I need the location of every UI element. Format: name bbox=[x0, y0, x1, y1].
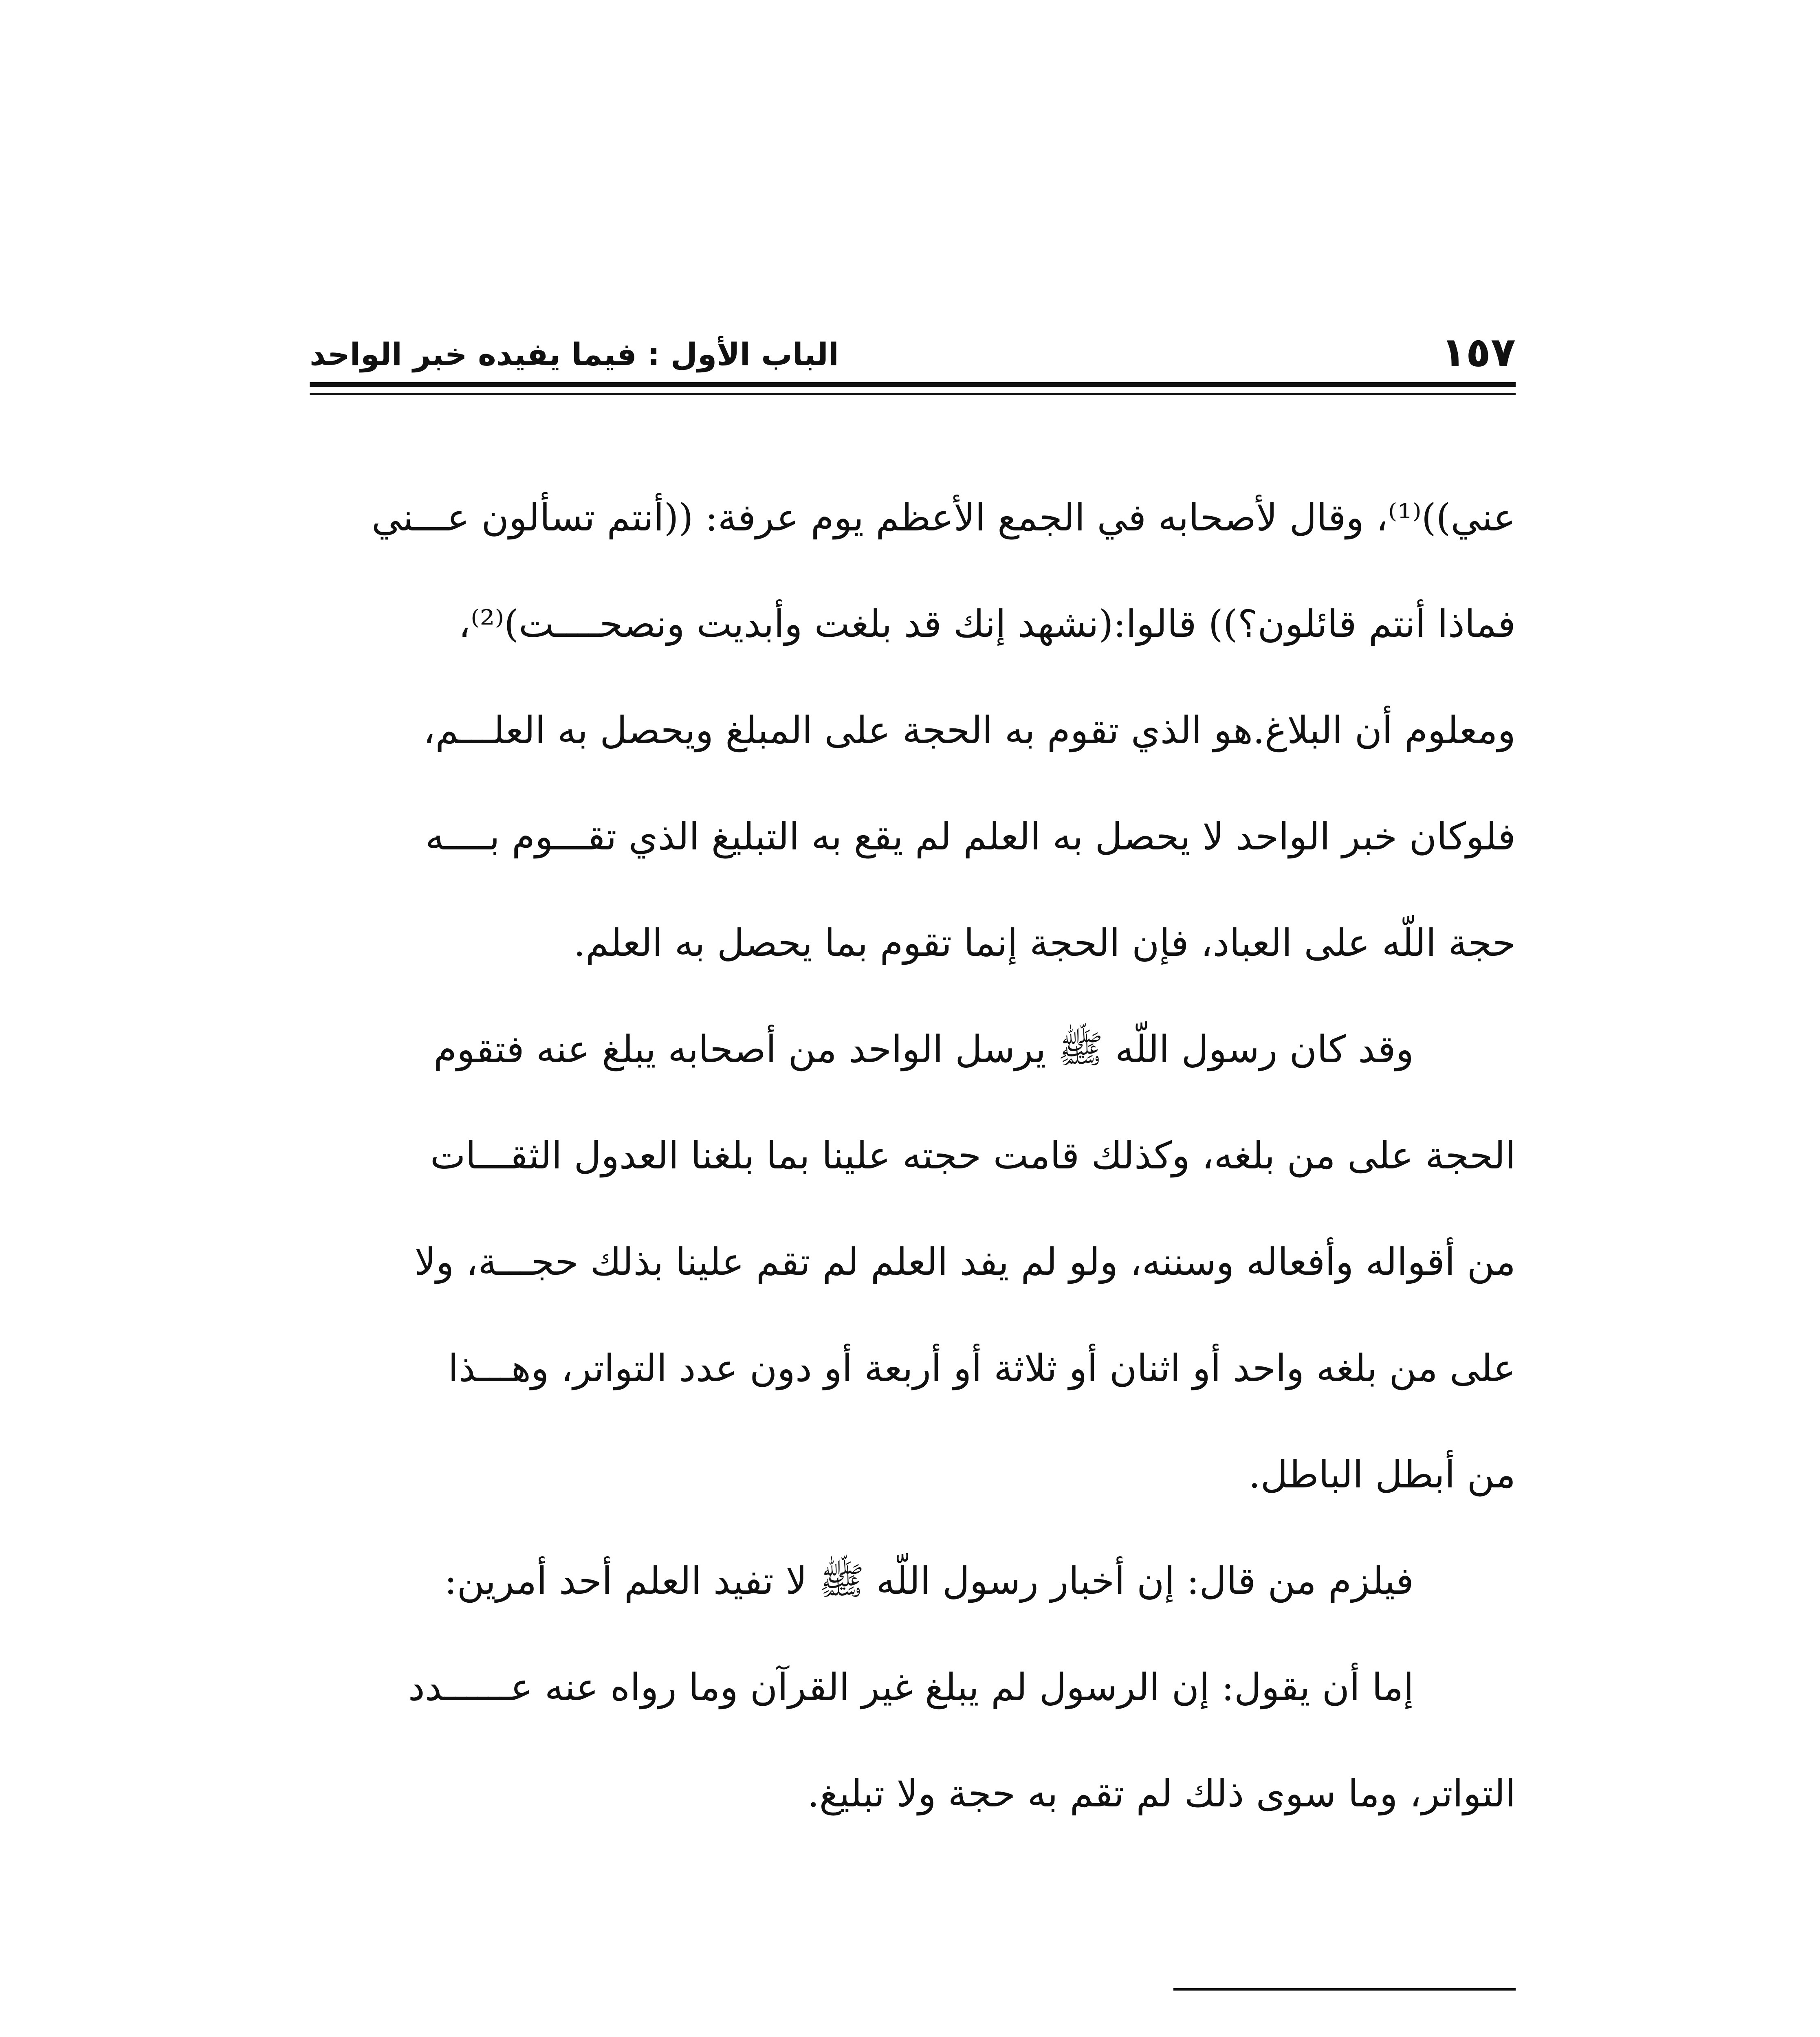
footnote-separator bbox=[1173, 1988, 1516, 1991]
body-line: ومعلوم أن البلاغ.هو الذي تقوم به الحجة على المبلغ ويحصل به العلـــم، bbox=[423, 708, 1516, 752]
body-line: من أبطل الباطل. bbox=[1248, 1453, 1516, 1496]
header-rule-thin bbox=[310, 393, 1516, 395]
body-line: حجة اللّه على العباد، فإن الحجة إنما تقوم بما يحصل به العلم. bbox=[573, 921, 1516, 965]
body-text bbox=[310, 464, 1516, 1847]
body-line: من أقواله وأفعاله وسننه، ولو لم يفد العلم لم تقم علينا بذلك حجـــة، ولا bbox=[414, 1240, 1516, 1284]
running-head: الباب الأول : فيما يفيده خبر الواحد bbox=[310, 336, 839, 372]
body-line: فيلزم من قال: إن أخبار رسول اللّه ﷺ لا تفيد العلم أحد أمرين: bbox=[444, 1559, 1414, 1603]
body-line: عني))⁽¹⁾، وقال لأصحابه في الجمع الأعظم يوم عرفة: ((أنتم تسألون عـــني bbox=[372, 496, 1516, 539]
body-line: فلوكان خبر الواحد لا يحصل به العلم لم يقع به التبليغ الذي تقـــوم بــــه bbox=[425, 815, 1516, 858]
header-rule-thick bbox=[310, 382, 1516, 387]
body-line: التواتر، وما سوى ذلك لم تقم به حجة ولا تبليغ. bbox=[807, 1772, 1516, 1815]
page-number: ١٥٧ bbox=[1441, 328, 1516, 376]
body-line: الحجة على من بلغه، وكذلك قامت حجته علينا بما بلغنا العدول الثقـــات bbox=[430, 1134, 1516, 1177]
body-line: وقد كان رسول اللّه ﷺ يرسل الواحد من أصحابه يبلغ عنه فتقوم bbox=[433, 1027, 1414, 1071]
page-header bbox=[310, 326, 1516, 379]
body-line: فماذا أنتم قائلون؟)) قالوا:(نشهد إنك قد بلغت وأبديت ونصحــــت)⁽²⁾، bbox=[458, 602, 1516, 646]
body-line: على من بلغه واحد أو اثنان أو ثلاثة أو أربعة أو دون عدد التواتر، وهـــذا bbox=[448, 1346, 1516, 1390]
body-line: إما أن يقول: إن الرسول لم يبلغ غير القرآن وما رواه عنه عــــــدد bbox=[408, 1665, 1414, 1709]
